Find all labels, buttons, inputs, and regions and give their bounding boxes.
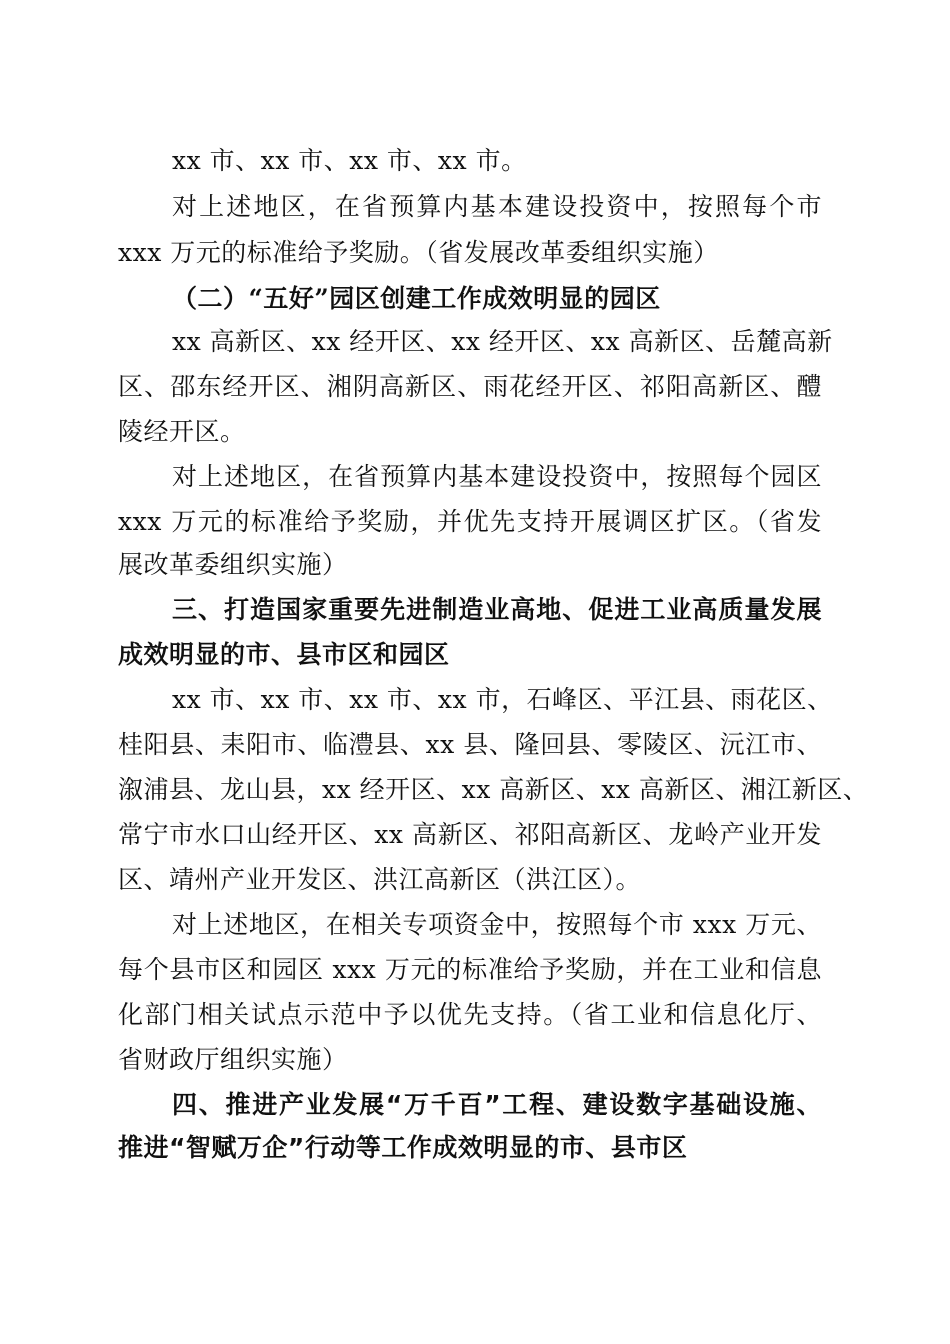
region-list-line: 区、靖州产业开发区、洪江高新区（洪江区）。 — [118, 865, 642, 894]
reward-paragraph-line: xxx 万元的标准给予奖励。（省发展改革委组织实施） — [118, 238, 719, 267]
park-list-line: 区、邵东经开区、湘阴高新区、雨花经开区、祁阳高新区、醴 — [118, 372, 822, 401]
park-list-line: xx 高新区、xx 经开区、xx 经开区、xx 高新区、岳麓高新 — [172, 327, 833, 356]
section-subheading: （二）“五好”园区创建工作成效明显的园区 — [172, 284, 661, 313]
reward-paragraph-line: 对上述地区，在相关专项资金中，按照每个市 xxx 万元、 — [172, 910, 822, 939]
park-list-line: 陵经开区。 — [118, 417, 246, 446]
reward-paragraph-line: 对上述地区，在省预算内基本建设投资中，按照每个市 — [172, 192, 822, 221]
region-list-line: 桂阳县、耒阳市、临澧县、xx 县、隆回县、零陵区、沅江市、 — [118, 730, 822, 759]
reward-paragraph-line: 省财政厅组织实施） — [118, 1045, 348, 1074]
section-heading: 四、推进产业发展“万千百”工程、建设数字基础设施、 — [172, 1090, 822, 1119]
region-list-line: 常宁市水口山经开区、xx 高新区、祁阳高新区、龙岭产业开发 — [118, 820, 822, 849]
region-list-line: 溆浦县、龙山县，xx 经开区、xx 高新区、xx 高新区、湘江新区、 — [118, 775, 869, 804]
reward-paragraph-line: xxx 万元的标准给予奖励，并优先支持开展调区扩区。（省发 — [118, 507, 822, 536]
reward-paragraph-line: 展改革委组织实施） — [118, 550, 348, 579]
reward-paragraph-line: 对上述地区，在省预算内基本建设投资中，按照每个园区 — [172, 462, 822, 491]
section-heading: 推进“智赋万企”行动等工作成效明显的市、县市区 — [118, 1133, 688, 1162]
region-list-line: xx 市、xx 市、xx 市、xx 市，石峰区、平江县、雨花区、 — [172, 685, 833, 714]
section-heading: 成效明显的市、县市区和园区 — [118, 640, 450, 669]
reward-paragraph-line: 化部门相关试点示范中予以优先支持。（省工业和信息化厅、 — [118, 1000, 822, 1029]
section-heading: 三、打造国家重要先进制造业高地、促进工业高质量发展 — [172, 595, 822, 624]
reward-paragraph-line: 每个县市区和园区 xxx 万元的标准给予奖励，并在工业和信息 — [118, 955, 822, 984]
city-list-line: xx 市、xx 市、xx 市、xx 市。 — [172, 146, 527, 175]
